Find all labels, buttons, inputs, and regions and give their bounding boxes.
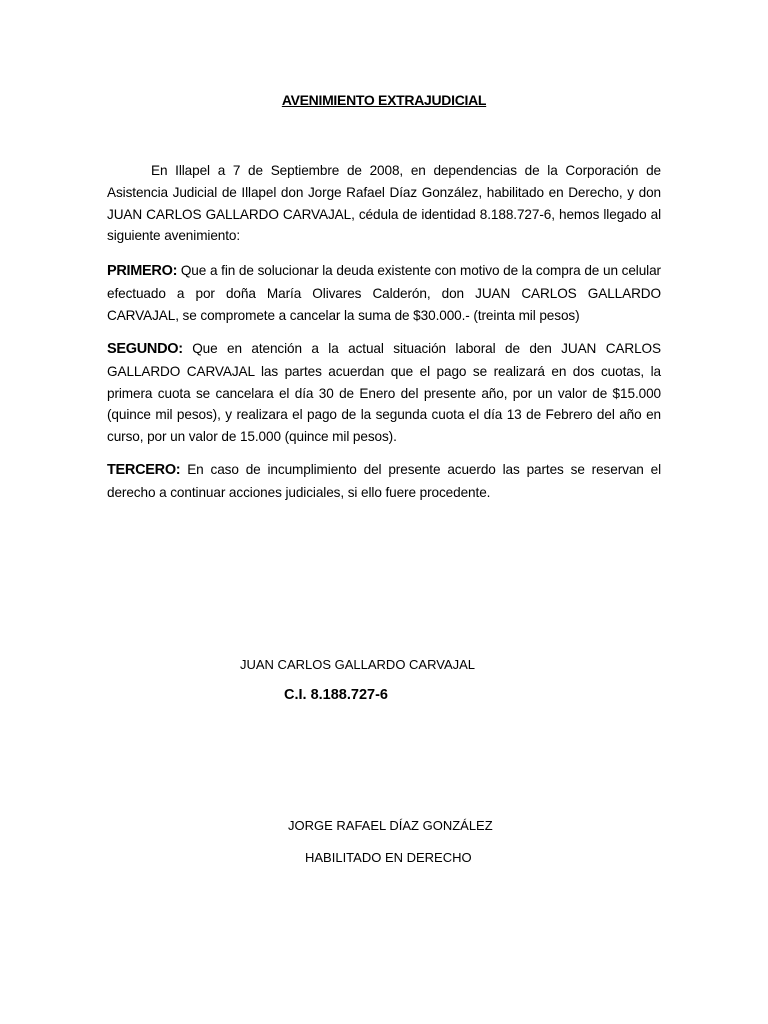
clause-primero-text: Que a fin de solucionar la deuda existente con motivo de la compra de un celular efectuado a por doña María Olivares Calderón, don JUAN CARLOS GALLARDO CARVAJAL, se compromete a cancelar la suma de $30.000.- (treinta mil pesos): [107, 263, 661, 323]
clause-segundo-text: Que en atención a la actual situación laboral de den JUAN CARLOS GALLARDO CARVAJAL las partes acuerdan que el pago se realizará en dos cuotas, la primera cuota se cancelara el día 30 de Enero del presente año, por un valor de $15.000 (quince mil pesos), y realizara el pago de la segunda cuota el día 13 de Febrero del año en curso, por un valor de 15.000 (quince mil pesos).: [107, 341, 661, 445]
clause-tercero: [107, 459, 661, 504]
intro-paragraph: En Illapel a 7 de Septiembre de 2008, en dependencias de la Corporación de Asistencia Judicial de Illapel don Jorge Rafael Díaz González, habilitado en Derecho, y don JUAN CARLOS GALLARDO CARVAJAL, cédula de identidad 8.188.727-6, hemos llegado al siguiente avenimiento:: [107, 163, 661, 244]
clause-tercero-label: TERCERO:: [107, 462, 181, 478]
clause-segundo: [107, 338, 661, 448]
signature-first-id: C.I. 8.188.727-6: [284, 687, 388, 703]
signature-second-role: HABILITADO EN DERECHO: [305, 850, 472, 865]
clause-primero-label: PRIMERO:: [107, 263, 178, 279]
clause-tercero-text: En caso de incumplimiento del presente acuerdo las partes se reservan el derecho a continuar acciones judiciales, si ello fuere procedente.: [107, 462, 661, 500]
clause-segundo-label: SEGUNDO:: [107, 341, 183, 357]
signature-second-name: JORGE RAFAEL DÍAZ GONZÁLEZ: [288, 818, 493, 833]
signature-first-name: JUAN CARLOS GALLARDO CARVAJAL: [240, 657, 476, 672]
document-title: AVENIMIENTO EXTRAJUDICIAL: [281, 92, 487, 108]
clause-primero: [107, 260, 661, 326]
